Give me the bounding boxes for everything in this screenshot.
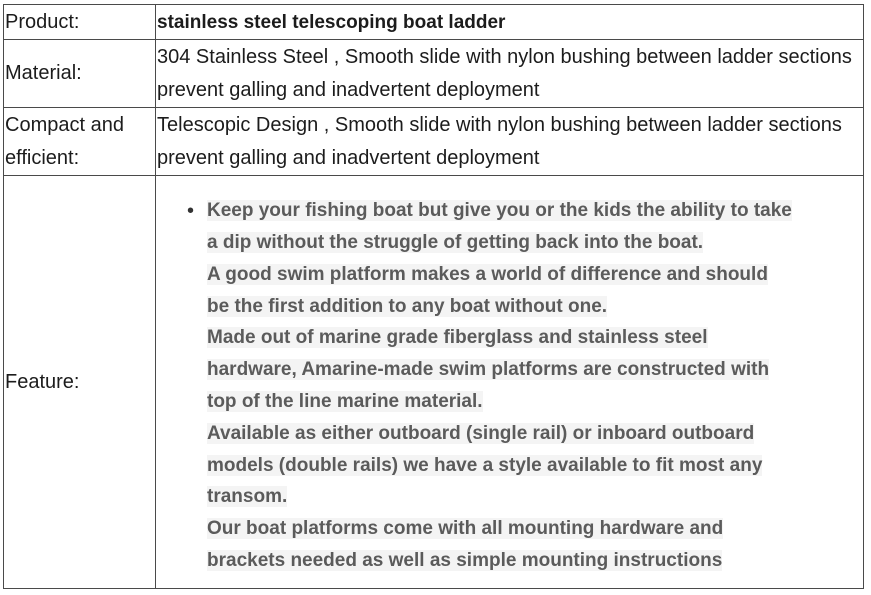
bullet-icon: • [187, 200, 195, 223]
feature-label: Feature: [4, 176, 156, 589]
feature-line: transom. [207, 486, 288, 508]
product-label: Product: [4, 5, 156, 40]
feature-text [207, 195, 863, 577]
feature-line: Available as either outboard (single rail) or inboard outboard [207, 422, 755, 444]
feature-line: be the first addition to any boat without one. [207, 295, 608, 317]
material-label: Material: [4, 40, 156, 108]
compact-label: Compact and efficient: [4, 108, 156, 176]
feature-line: Keep your fishing boat but give you or the kids the ability to take [207, 200, 792, 222]
product-spec-table [3, 4, 864, 589]
table-row-material [4, 40, 864, 108]
feature-line: a dip without the struggle of getting back into the boat. [207, 232, 704, 254]
table-row-compact [4, 108, 864, 176]
feature-line: A good swim platform makes a world of difference and should [207, 263, 768, 285]
compact-value: Telescopic Design , Smooth slide with nylon bushing between ladder sections prevent galling and inadvertent deployment [156, 108, 864, 176]
table-row-feature [4, 176, 864, 589]
feature-line: top of the line marine material. [207, 391, 483, 412]
feature-line: Made out of marine grade fiberglass and stainless steel [207, 327, 708, 349]
feature-cell [156, 176, 864, 589]
product-value: stainless steel telescoping boat ladder [156, 5, 864, 40]
feature-list [157, 181, 863, 583]
feature-line: Our boat platforms come with all mounting hardware and [207, 518, 724, 540]
table-row-product [4, 5, 864, 40]
feature-line: hardware, Amarine-made swim platforms are constructed with [207, 359, 770, 381]
material-value: 304 Stainless Steel , Smooth slide with nylon bushing between ladder sections prevent galling and inadvertent deployment [156, 40, 864, 108]
feature-line: models (double rails) we have a style available to fit most any [207, 454, 763, 476]
feature-line: brackets needed as well as simple mounting instructions [207, 549, 723, 571]
